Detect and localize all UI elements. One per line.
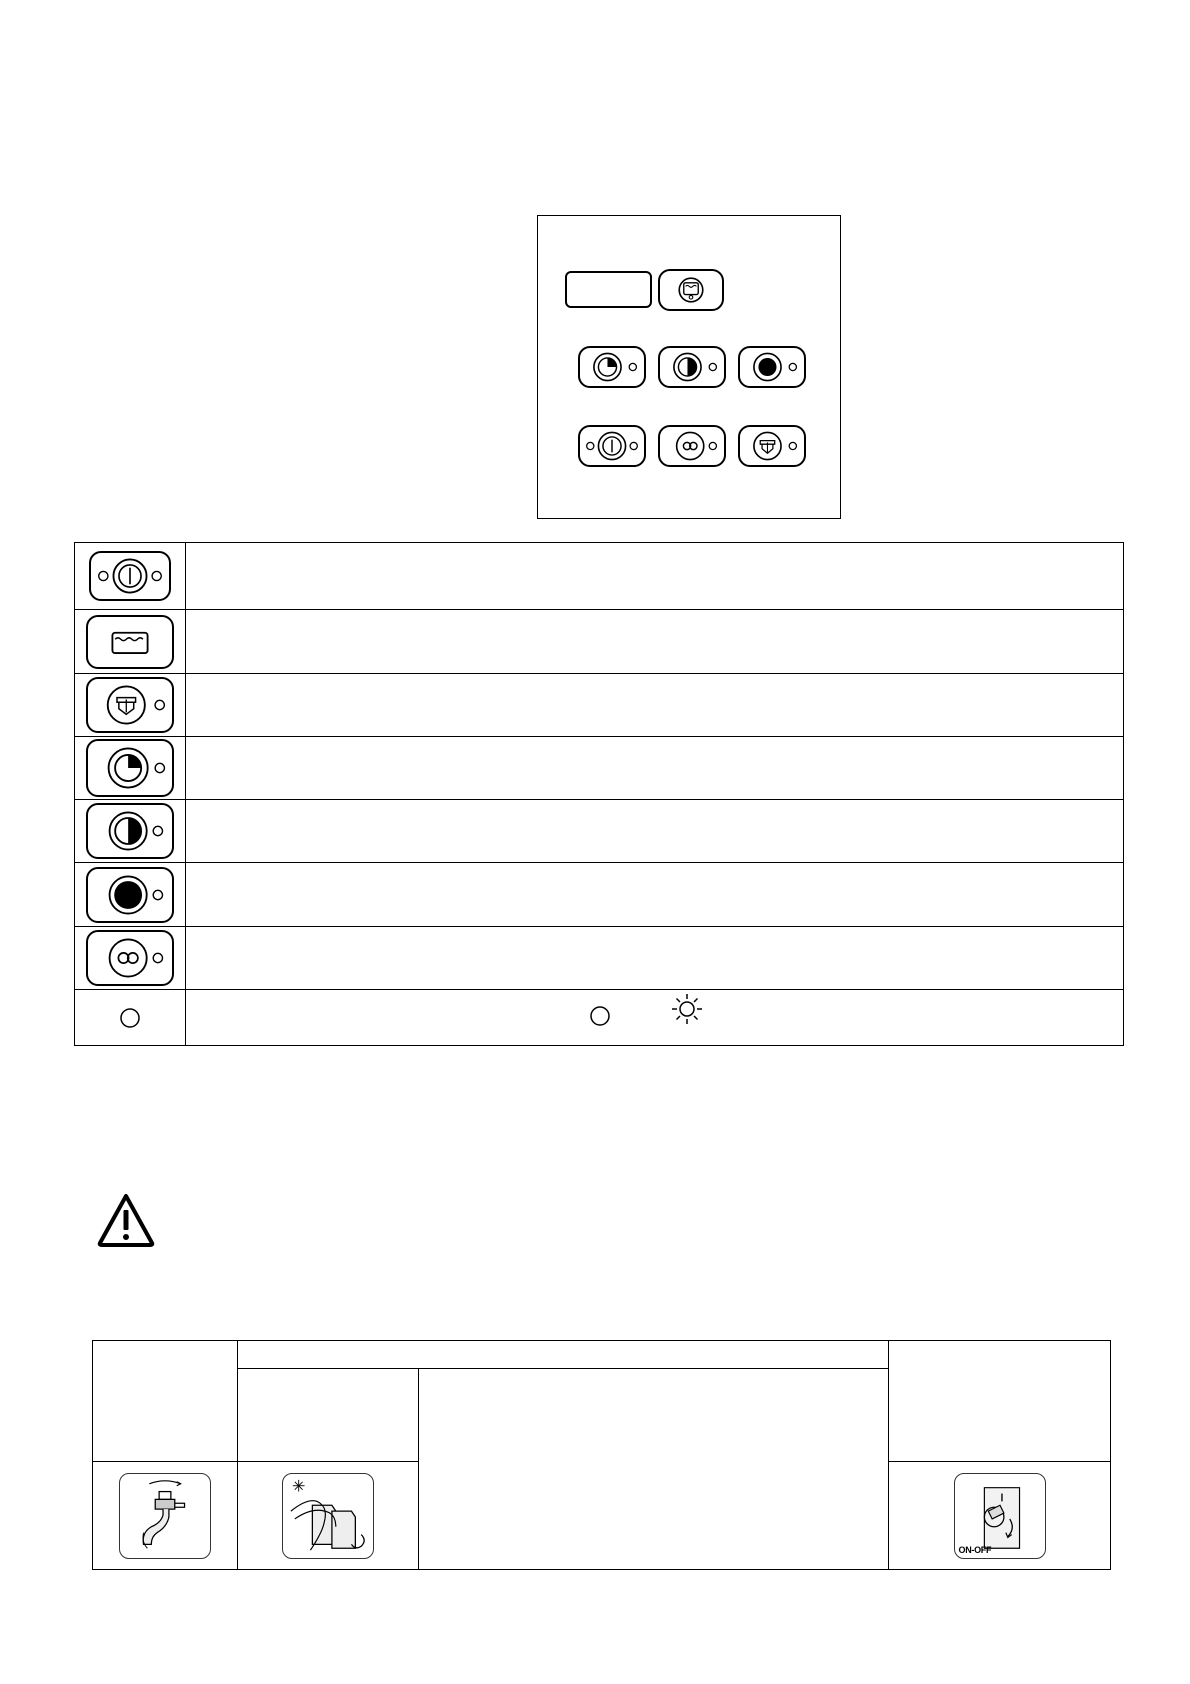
table-cell: [93, 1341, 238, 1462]
legend-table: [74, 542, 1124, 1046]
legend-icon-cell: [75, 800, 186, 863]
legend-icon-cell: [75, 927, 186, 990]
legend-icon-cell: [75, 543, 186, 610]
half-circle-icon: [88, 805, 172, 857]
led-on-icon: [670, 992, 704, 1026]
tank-drain-icon: [660, 271, 722, 309]
legend-text: [186, 674, 1124, 737]
led-icon: [118, 1006, 142, 1030]
warning-triangle-icon: [97, 1192, 155, 1248]
legend-row: [75, 863, 1124, 927]
tank-fill-icon: [88, 617, 172, 667]
short-cycle-button[interactable]: [578, 346, 646, 388]
on-off-label: ON-OFF: [958, 1544, 992, 1555]
power-icon: [580, 427, 644, 465]
legend-icon-cell: [75, 737, 186, 800]
drain-pump-icon: [88, 679, 172, 731]
legend-row: [75, 927, 1124, 990]
legend-icon-cell: [75, 610, 186, 674]
legend-text: [186, 543, 1124, 610]
table-cell: [419, 1369, 889, 1570]
infinity-icon: [88, 932, 172, 984]
on-off-switch-icon: [954, 1473, 1046, 1559]
quarter-circle-icon: [580, 348, 644, 386]
legend-row: [75, 543, 1124, 610]
control-panel: [537, 215, 841, 519]
drain-pump-icon: [740, 427, 804, 465]
legend-icon-cell: [75, 863, 186, 927]
detergent-containers-icon: [282, 1473, 374, 1559]
table-cell: [93, 1462, 238, 1570]
legend-icon-cell: [75, 674, 186, 737]
continuous-cycle-button[interactable]: [658, 425, 726, 467]
tank-fill-button[interactable]: [658, 269, 724, 311]
table-cell: [238, 1341, 889, 1369]
drain-button[interactable]: [738, 425, 806, 467]
infinity-icon: [660, 427, 724, 465]
legend-text: [186, 737, 1124, 800]
legend-row: [75, 990, 1124, 1046]
table-cell: [889, 1462, 1111, 1570]
display-window: [565, 271, 652, 308]
legend-text: [186, 610, 1124, 674]
led-off-icon: [588, 1004, 612, 1028]
table-cell: [238, 1462, 419, 1570]
table-cell: [238, 1369, 419, 1462]
full-circle-icon: [740, 348, 804, 386]
medium-cycle-button[interactable]: [658, 346, 726, 388]
half-circle-icon: [660, 348, 724, 386]
instructions-table: [92, 1340, 1111, 1570]
quarter-circle-icon: [88, 741, 172, 795]
legend-row: [75, 737, 1124, 800]
legend-text: [186, 927, 1124, 990]
long-cycle-button[interactable]: [738, 346, 806, 388]
legend-row: [75, 674, 1124, 737]
power-icon: [91, 553, 169, 599]
legend-text: [186, 863, 1124, 927]
power-button[interactable]: [578, 425, 646, 467]
legend-row: [75, 800, 1124, 863]
legend-row: [75, 610, 1124, 674]
legend-icon-cell: [75, 990, 186, 1046]
full-circle-icon: [88, 869, 172, 921]
legend-text-led: [186, 990, 1124, 1046]
legend-text: [186, 800, 1124, 863]
table-cell: [889, 1341, 1111, 1462]
water-tap-icon: [119, 1473, 211, 1559]
